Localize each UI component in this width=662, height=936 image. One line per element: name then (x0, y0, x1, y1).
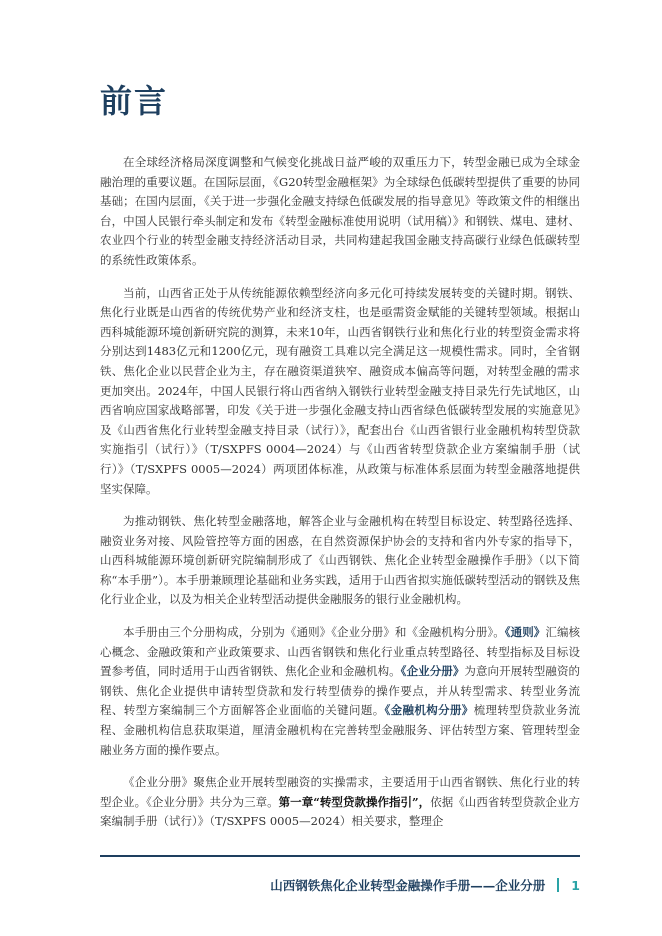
paragraph-2 (100, 284, 580, 500)
footer-rule (100, 855, 580, 857)
paragraph-4-highlight-general: 《通则》 (504, 625, 546, 640)
paragraph-4 (100, 623, 580, 760)
paragraph-1 (100, 153, 580, 271)
paragraph-4-text-2: 汇编核心概念、金融政策和产业政策要求、山西省钢铁和焦化行业重点转型路径、转型指标及目标设置参考值，同时适用于山西省钢铁、焦化企业和金融机构。 (100, 625, 581, 679)
paragraph-4-text-3: 为意向开展转型融资的钢铁、焦化企业提供申请转型贷款和发行转型债券的操作要点，并从转型需求、转型业务流程、转型方案编制三个方面解答企业面临的关键问题。 (100, 664, 581, 718)
footer-title: 山西钢铁焦化企业转型金融操作手册——企业分册 (270, 878, 546, 893)
page-number: 1 (571, 877, 580, 893)
body-text (100, 153, 580, 845)
paragraph-1-text: 在全球经济格局深度调整和气候变化挑战日益严峻的双重压力下，转型金融已成为全球金融治理的重要议题。在国际层面，《G20转型金融框架》为全球绿色低碳转型提供了重要的协同基础；在国内层面，《关于进一步强化金融支持绿色低碳发展的指导意见》等政策文件的相继出台，中国人民银行牵头制定和发布《转型金融标准使用说明（试用稿）》和钢铁、煤电、建材、农业四个行业的转型金融支持经济活动目录，共同构建起我国金融支持高碳行业绿色低碳转型的系统性政策体系。 (100, 155, 580, 267)
footer (270, 876, 580, 894)
paragraph-5-text-1: 《企业分册》聚焦企业开展转型融资的实操需求，主要适用于山西省钢铁、焦化行业的转型企业。《企业分册》共分为三章。 (100, 775, 580, 809)
paragraph-3 (100, 512, 580, 610)
paragraph-4-highlight-institution: 《金融机构分册》 (384, 703, 474, 718)
paragraph-5-highlight-chapter-1: 第一章“转型贷款操作指引”， (278, 794, 431, 809)
paragraph-4-text-1: 本手册由三个分册构成，分别为《通则》《企业分册》和《金融机构分册》。 (123, 625, 505, 640)
paragraph-5-text-2: 依据《山西省转型贷款企业方案编制手册（试行）》（T/SXPFS 0005—2024）相关要求，整理企 (100, 794, 581, 829)
paragraph-4-text-4: 梳理转型贷款业务流程、金融机构信息获取渠道，厘清金融机构在完善转型金融服务、评估转型方案、管理转型金融业务方面的操作要点。 (100, 703, 581, 757)
paragraph-2-text: 当前，山西省正处于从传统能源依赖型经济向多元化可持续发展转变的关键时期。钢铁、焦化行业既是山西省的传统优势产业和经济支柱，也是亟需资金赋能的关键转型领域。根据山西科城能源环境创新研究院的测算，未来10年，山西省钢铁行业和焦化行业的转型资金需求将分别达到1483亿元和1200亿元，现有融资工具难以完全满足这一规模性需求。同时，全省钢铁、焦化企业以民营企业为主，存在融资渠道狭窄、融资成本偏高等问题，对转型金融的需求更加突出。2024年，中国人民银行将山西省纳入钢铁行业转型金融支持目录先行先试地区，山西省响应国家战略部署，印发《关于进一步强化金融支持山西省绿色低碳转型发展的实施意见》及《山西省焦化行业转型金融支持目录（试行）》，配套出台《山西省银行业金融机构转型贷款实施指引（试行）》（T/SXPFS 0004—2024）与《山西省转型贷款企业方案编制手册（试行）》（T/SXPFS 0005—2024）两项团体标准，从政策与标准体系层面为转型金融落地提供坚实保障。 (100, 285, 580, 496)
page-title: 前言 (100, 82, 169, 120)
paragraph-3-text: 为推动钢铁、焦化转型金融落地，解答企业与金融机构在转型目标设定、转型路径选择、融资业务对接、风险管控等方面的困惑，在自然资源保护协会的支持和省内外专家的指导下，山西科城能源环境创新研究院编制形成了《山西钢铁、焦化企业转型金融操作手册》（以下简称“本手册”）。本手册兼顾理论基础和业务实践，适用于山西省拟实施低碳转型活动的钢铁及焦化行业企业，以及为相关企业转型活动提供金融服务的银行业金融机构。 (100, 514, 580, 607)
paragraph-4-highlight-enterprise: 《企业分册》 (400, 664, 465, 679)
paragraph-5 (100, 773, 580, 832)
footer-separator (557, 878, 559, 892)
